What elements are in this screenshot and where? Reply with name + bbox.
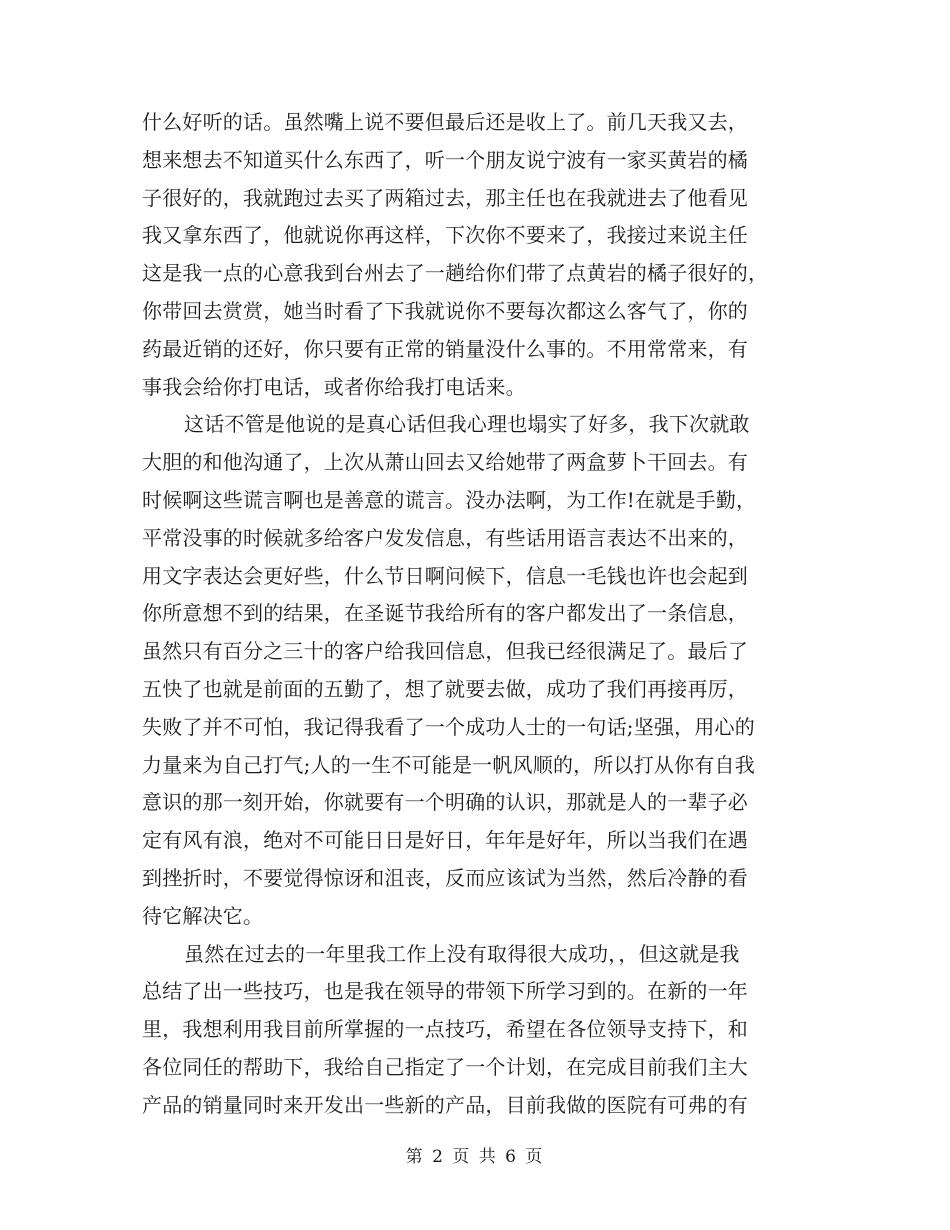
text-line: 我又拿东西了，他就说你再这样，下次你不要来了，我接过来说主任 [142,223,748,248]
body-text [142,104,807,1125]
page-footer: 第 2 页 共 6 页 [405,1147,545,1167]
text-line: 时候啊这些谎言啊也是善意的谎言。没办法啊，为工作!在就是手勤， [142,487,757,512]
text-line: 虽然在过去的一年里我工作上没有取得很大成功，，但这就是我 [184,941,740,966]
text-line: 想来想去不知道买什么东西了，听一个朋友说宁波有一家买黄岩的橘 [142,147,748,172]
text-line: 各位同任的帮助下，我给自己指定了一个计划，在完成目前我们主大 [142,1054,748,1079]
text-line: 定有风有浪，绝对不可能日日是好日，年年是好年，所以当我们在遇 [142,828,748,853]
text-line: 什么好听的话。虽然嘴上说不要但最后还是收上了。前几天我又去， [142,110,748,134]
text-line: 产品的销量同时来开发出一些新的产品，目前我做的医院有可弗的有 [142,1092,748,1117]
text-line: 待它解决它。 [142,903,264,928]
text-line: 意识的那一刻开始，你就要有一个明确的认识，那就是人的一辈子必 [142,790,748,815]
text-line: 大胆的和他沟通了，上次从萧山回去又给她带了两盒萝卜干回去。有 [142,450,748,475]
text-line: 这是我一点的心意我到台州去了一趟给你们带了点黄岩的橘子很好的， [142,261,769,286]
text-line: 药最近销的还好，你只要有正常的销量没什么事的。不用常常来，有 [142,336,748,361]
text-line: 你所意想不到的结果，在圣诞节我给所有的客户都发出了一条信息， [142,601,748,626]
text-line: 失败了并不可怕，我记得我看了一个成功人士的一句话;坚强，用心的 [142,714,755,739]
text-line: 事我会给你打电话，或者你给我打电话来。 [142,374,526,399]
text-line: 到挫折时，不要觉得惊讶和沮丧，反而应该试为当然，然后冷静的看 [142,865,748,890]
text-line: 平常没事的时候就多给客户发发信息，有些话用语言表达不出来的， [142,525,748,550]
text-line: 总结了出一些技巧，也是我在领导的带领下所学习到的。在新的一年 [142,979,748,1004]
text-line: 里，我想利用我目前所掌握的一点技巧，希望在各位领导支持下，和 [142,1017,748,1042]
text-line: 虽然只有百分之三十的客户给我回信息，但我已经很满足了。最后了 [142,639,748,664]
text-line: 你带回去赏赏，她当时看了下我就说你不要每次都这么客气了，你的 [142,298,748,323]
text-line: 子很好的，我就跑过去买了两箱过去，那主任也在我就进去了他看见 [142,185,748,210]
text-line: 力量来为自己打气;人的一生不可能是一帆风顺的，所以打从你有自我 [142,752,755,777]
text-line: 用文字表达会更好些，什么节日啊问候下，信息一毛钱也许也会起到 [142,563,748,588]
text-line: 这话不管是他说的是真心话但我心理也塌实了好多，我下次就敢 [184,412,750,437]
text-line: 五快了也就是前面的五勤了，想了就要去做，成功了我们再接再厉， [142,676,748,701]
